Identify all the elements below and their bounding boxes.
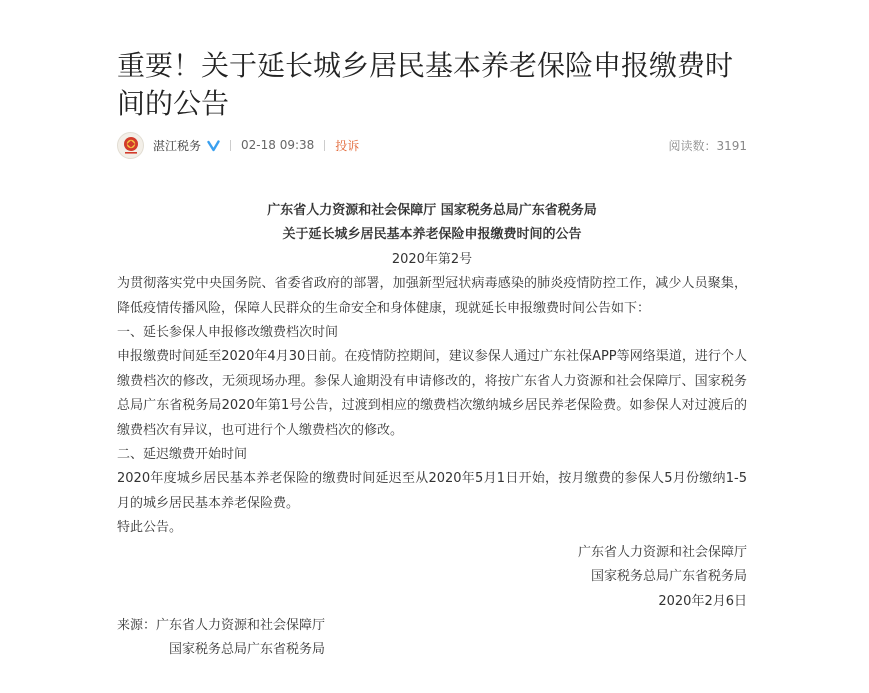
section2-heading: 二、延迟缴费开始时间 bbox=[117, 447, 248, 463]
signature-1: 广东省人力资源和社会保障厅 bbox=[577, 544, 747, 560]
section2-paragraph: 2020年度城乡居民基本养老保险的缴费时间延迟至从2020年5月1日开始，按月缴费的参保人5月份缴纳1-5月的城乡居民基本养老保险费。 bbox=[117, 471, 747, 511]
signature-date: 2020年2月6日 bbox=[658, 593, 747, 609]
source-line: 来源：广东省人力资源和社会保障厅 bbox=[117, 617, 326, 633]
intro-paragraph: 为贯彻落实党中央国务院、省委省政府的部署，加强新型冠状病毒感染的肺炎疫情防控工作，减少人员聚集，降低疫情传播风险，保障人民群众的生命安全和身体健康，现就延长申报缴费时间公告如下： bbox=[117, 276, 747, 316]
source-line-continued: 国家税务总局广东省税务局 bbox=[169, 642, 326, 658]
section1-paragraph: 申报缴费时间延至2020年4月30日前。在疫情防控期间，建议参保人通过广东社保APP等网络渠道，进行个人缴费档次的修改，无须现场办理。参保人逾期没有申请修改的，将按广东省人力资源和社会保障厅、国家税务总局广东省税务局2020年第1号公告，过渡到相应的缴费档次缴纳城乡居民养老保险费。如参保人对过渡后的缴费档次有异议，也可进行个人缴费档次的修改。 bbox=[117, 349, 747, 438]
verified-v-icon bbox=[207, 139, 220, 152]
article-body bbox=[117, 199, 747, 663]
meta-divider bbox=[230, 140, 231, 151]
meta-divider bbox=[324, 140, 325, 151]
issuer-heading: 广东省人力资源和社会保障厅 国家税务总局广东省税务局 bbox=[267, 203, 597, 218]
tax-bureau-logo-icon[interactable] bbox=[117, 132, 144, 159]
section1-heading: 一、延长参保人申报修改缴费档次时间 bbox=[117, 325, 339, 341]
read-count: 阅读数：3191 bbox=[668, 138, 747, 153]
publish-date: 02-18 09:38 bbox=[241, 138, 315, 152]
doc-number: 2020年第2号 bbox=[391, 251, 473, 267]
report-link[interactable]: 投诉 bbox=[335, 138, 360, 153]
closing-text: 特此公告。 bbox=[117, 520, 183, 536]
author-name[interactable]: 湛江税务 bbox=[153, 138, 202, 153]
signature-2: 国家税务总局广东省税务局 bbox=[590, 569, 747, 585]
notice-heading: 关于延长城乡居民基本养老保险申报缴费时间的公告 bbox=[282, 227, 582, 243]
article-meta bbox=[117, 131, 747, 159]
article-title: 重要！关于延长城乡居民基本养老保险申报缴费时间的公告 bbox=[117, 49, 734, 120]
